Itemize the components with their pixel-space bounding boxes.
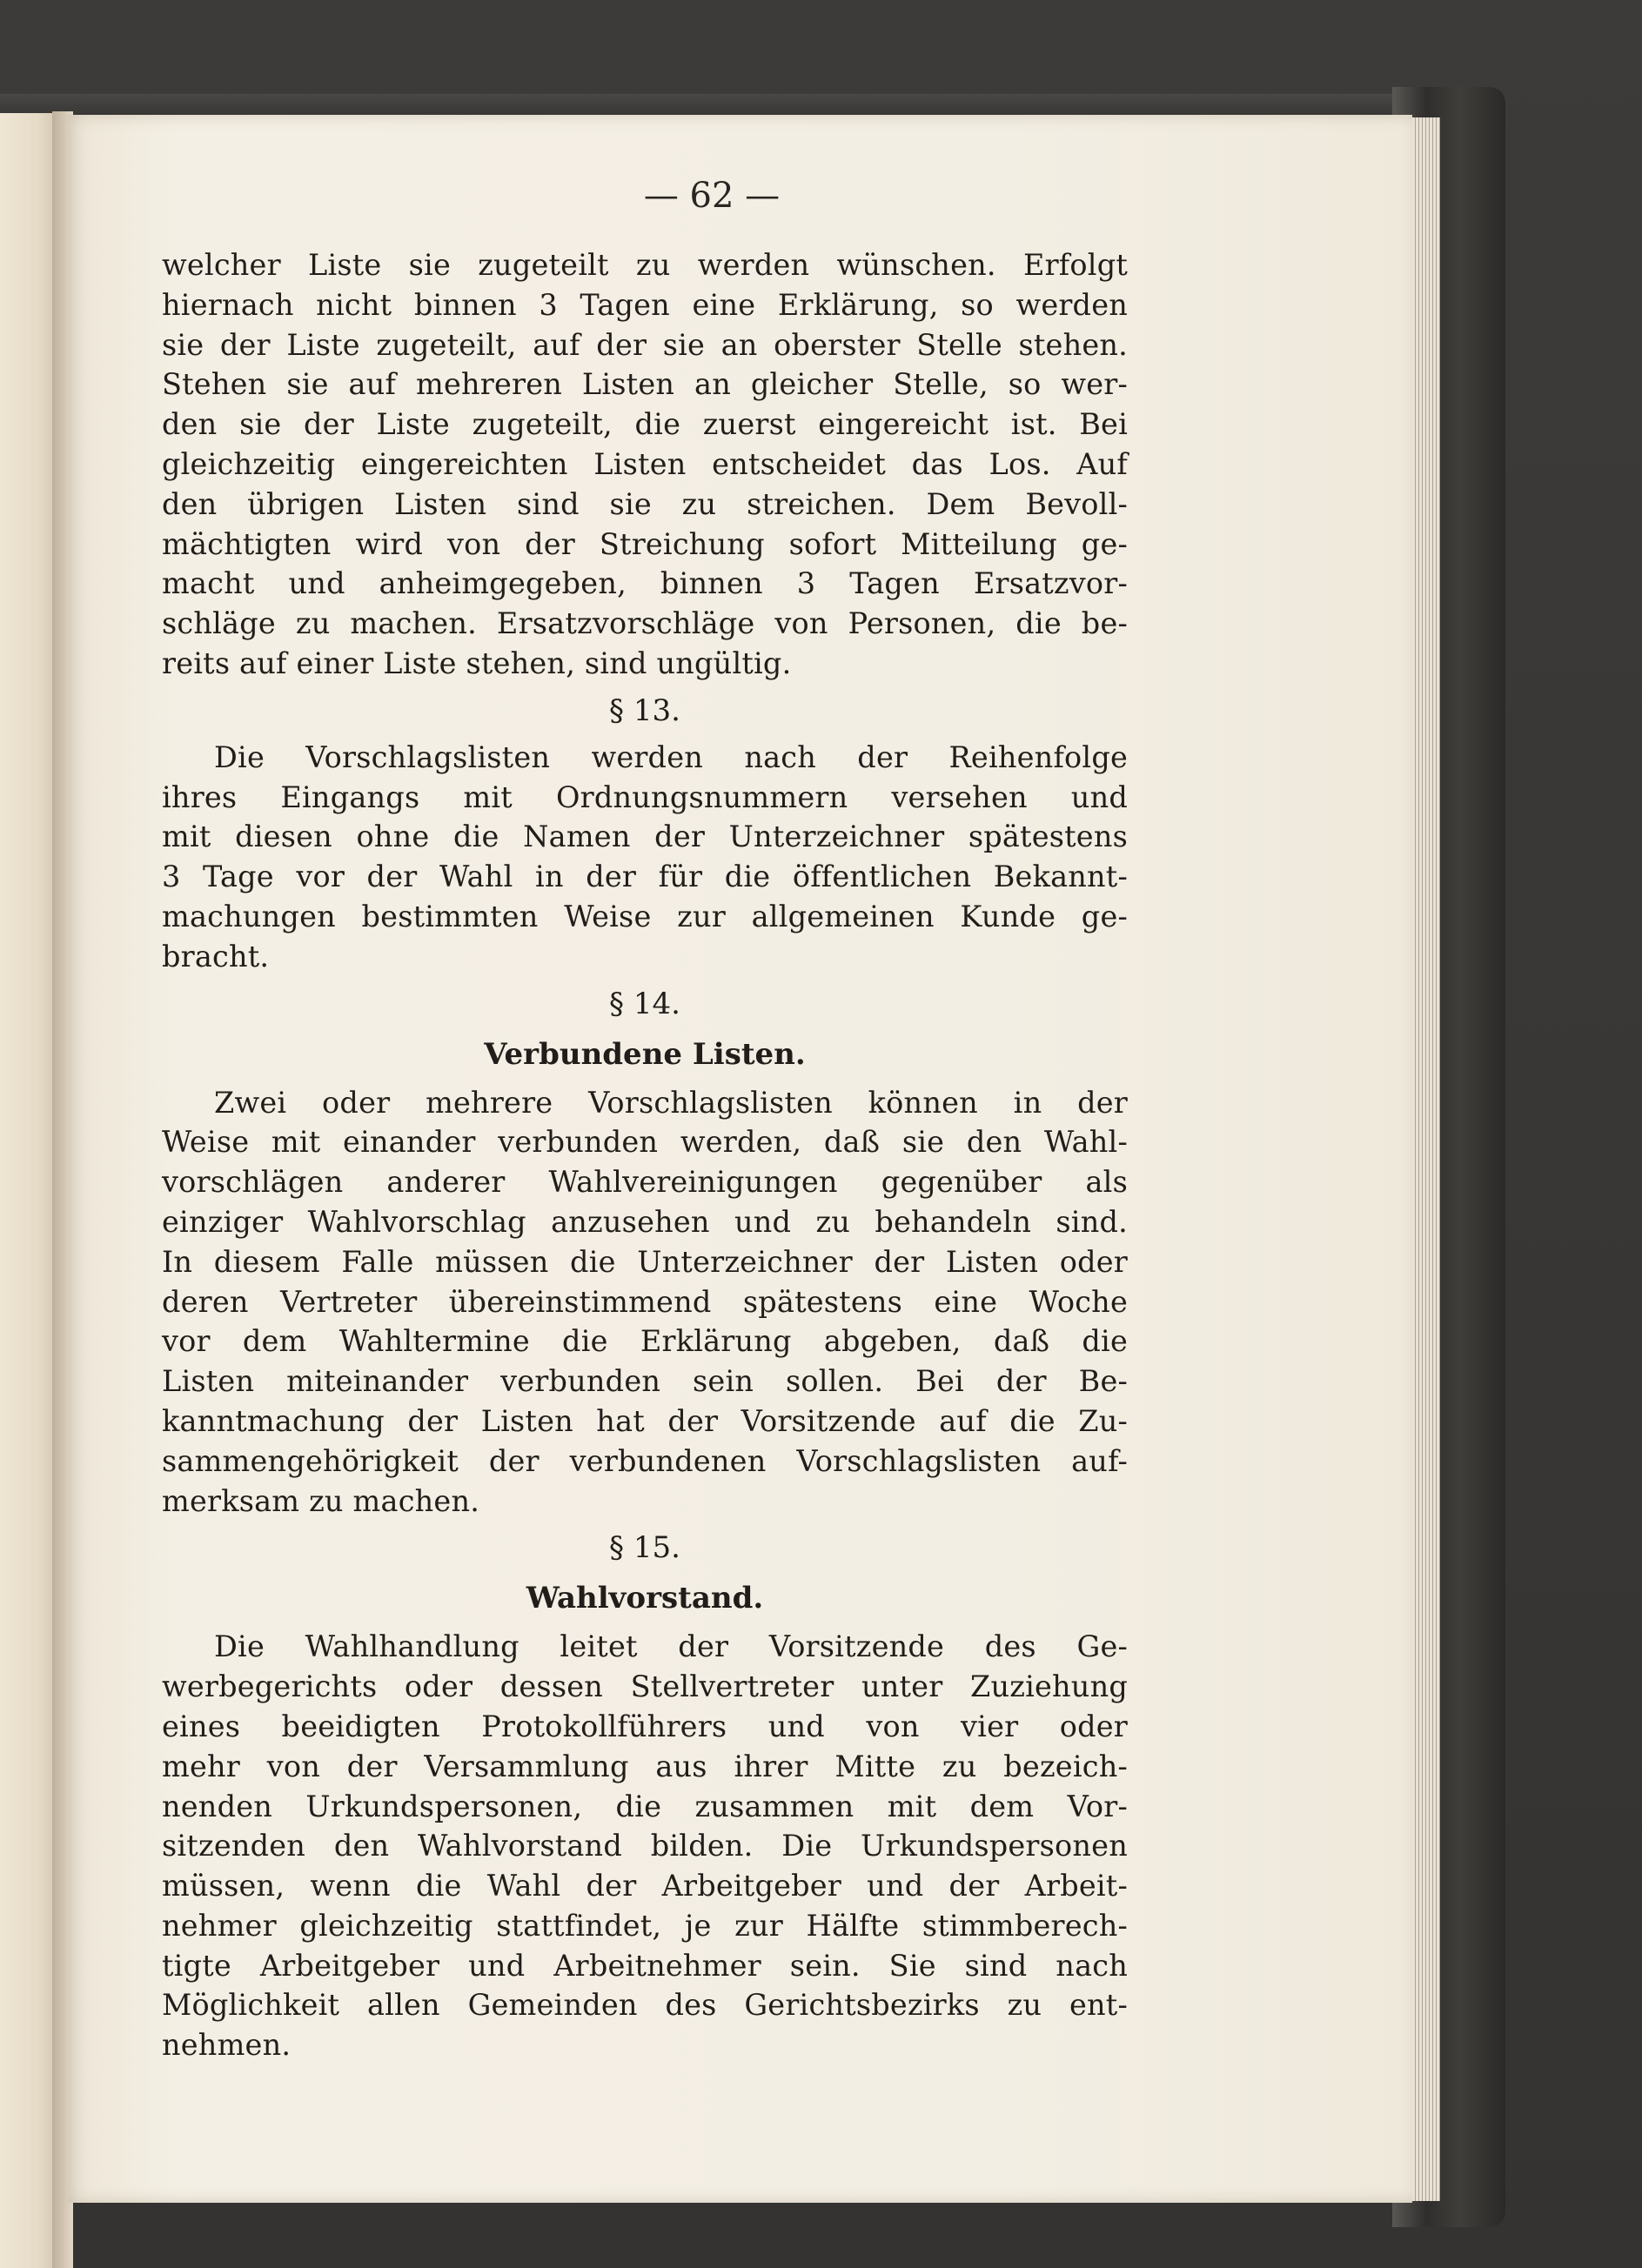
text-line: In diesem Falle müssen die Unterzeichner der Listen oder	[162, 1244, 1128, 1279]
text-line: bracht.	[162, 939, 270, 973]
text-line: Weise mit einander verbunden werden, daß sie den Wahl-	[162, 1125, 1128, 1160]
text-line: mit diesen ohne die Namen der Unterzeichner spätestens	[162, 820, 1128, 854]
text-line: merksam zu machen.	[162, 1483, 480, 1518]
text-line: vorschlägen anderer Wahlvereinigungen gegenüber als	[162, 1165, 1128, 1200]
page-number: — 62 —	[643, 176, 781, 216]
page-text-block	[162, 245, 1128, 2065]
text-line: Listen miteinander verbunden sein sollen. Bei der Be-	[162, 1364, 1128, 1399]
text-line: sitzenden den Wahlvorstand bilden. Die Urkundspersonen	[162, 1829, 1128, 1863]
text-line: mehr von der Versammlung aus ihrer Mitte zu bezeich-	[162, 1749, 1128, 1783]
section-heading: Wahlvorstand.	[526, 1581, 764, 1616]
text-line: reits auf einer Liste stehen, sind ungültig.	[162, 646, 792, 680]
paragraph	[162, 738, 1128, 977]
section-number: § 15.	[609, 1530, 680, 1566]
text-line: machungen bestimmten Weise zur allgemeinen Kunde ge-	[162, 899, 1128, 933]
section-heading: Verbundene Listen.	[484, 1036, 806, 1072]
text-line: eines beeidigten Protokollführers und von vier oder	[162, 1709, 1128, 1743]
text-line: deren Vertreter übereinstimmend spätestens eine Woche	[162, 1284, 1128, 1319]
book-page	[68, 115, 1412, 2203]
text-line: gleichzeitig eingereichten Listen entscheidet das Los. Auf	[162, 446, 1128, 481]
text-line: ihres Eingangs mit Ordnungsnummern versehen und	[162, 779, 1128, 814]
text-line: schläge zu machen. Ersatzvorschläge von Personen, die be-	[162, 606, 1128, 641]
text-line: sammengehörigkeit der verbundenen Vorschlagslisten auf-	[162, 1443, 1128, 1478]
text-line: nehmer gleichzeitig stattfindet, je zur Hälfte stimmberech-	[162, 1908, 1128, 1943]
text-line: Zwei oder mehrere Vorschlagslisten können in der	[214, 1085, 1128, 1120]
text-line: 3 Tage vor der Wahl in der für die öffentlichen Bekannt-	[162, 860, 1128, 894]
text-line: den übrigen Listen sind sie zu streichen. Dem Bevoll-	[162, 486, 1128, 521]
text-line: nenden Urkundspersonen, die zusammen mit dem Vor-	[162, 1789, 1128, 1823]
text-line: hiernach nicht binnen 3 Tagen eine Erklärung, so werden	[162, 287, 1128, 322]
text-line: den sie der Liste zugeteilt, die zuerst eingereicht ist. Bei	[162, 407, 1128, 442]
text-line: sie der Liste zugeteilt, auf der sie an oberster Stelle stehen.	[162, 327, 1128, 362]
text-line: Die Vorschlagslisten werden nach der Reihenfolge	[214, 739, 1128, 774]
text-line: kanntmachung der Listen hat der Vorsitzende auf die Zu-	[162, 1403, 1128, 1438]
text-line: macht und anheimgegeben, binnen 3 Tagen Ersatzvor-	[162, 566, 1128, 601]
text-line: werbegerichts oder dessen Stellvertreter unter Zuziehung	[162, 1669, 1128, 1704]
text-line: Stehen sie auf mehreren Listen an gleicher Stelle, so wer-	[162, 367, 1128, 402]
section-number: § 13.	[609, 692, 680, 728]
text-line: vor dem Wahltermine die Erklärung abgeben, daß die	[162, 1324, 1128, 1359]
text-line: nehmen.	[162, 2028, 292, 2063]
paragraph	[162, 1627, 1128, 2065]
section-number: § 14.	[609, 986, 680, 1021]
paragraph	[162, 245, 1128, 684]
text-line: Die Wahlhandlung leitet der Vorsitzende des Ge-	[214, 1629, 1128, 1664]
text-line: einziger Wahlvorschlag anzusehen und zu behandeln sind.	[162, 1204, 1128, 1239]
paragraph	[162, 1083, 1128, 1522]
text-line: müssen, wenn die Wahl der Arbeitgeber und der Arbeit-	[162, 1869, 1128, 1903]
text-line: welcher Liste sie zugeteilt zu werden wünschen. Erfolgt	[162, 248, 1128, 282]
text-line: tigte Arbeitgeber und Arbeitnehmer sein. Sie sind nach	[162, 1948, 1128, 1983]
text-line: mächtigten wird von der Streichung sofort Mitteilung ge-	[162, 526, 1128, 561]
text-line: Möglichkeit allen Gemeinden des Gerichtsbezirks zu ent-	[162, 1988, 1128, 2023]
